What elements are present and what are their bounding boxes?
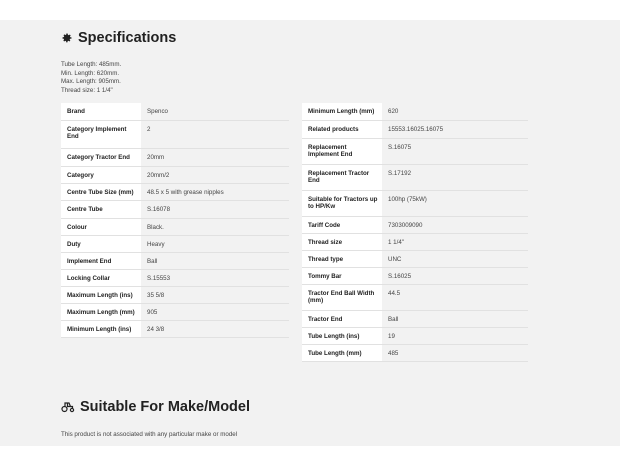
spec-label: Tariff Code (302, 216, 382, 233)
table-row (61, 303, 289, 320)
suitable-title: Suitable For Make/Model (80, 399, 250, 415)
spec-label: Suitable for Tractors up to HP/Kw (302, 190, 382, 216)
spec-value: 44.5 (382, 284, 528, 310)
spec-label: Tube Length (mm) (302, 344, 382, 361)
spec-value: 48.5 x 5 with grease nipples (141, 183, 289, 200)
spec-label: Tube Length (ins) (302, 327, 382, 344)
spec-value: 35 5/8 (141, 286, 289, 303)
spec-value: S.16078 (141, 200, 289, 218)
spec-label: Related products (302, 120, 382, 138)
table-row (61, 148, 289, 166)
spec-label: Replacement Implement End (302, 138, 382, 164)
spec-value: 20mm (141, 148, 289, 166)
spec-value: S.15553 (141, 269, 289, 286)
description-line: Tube Length: 485mm. (61, 61, 122, 68)
spec-label: Tommy Bar (302, 267, 382, 284)
spec-value: 2 (141, 120, 289, 148)
spec-value: 620 (382, 103, 528, 120)
spec-value: S.17192 (382, 164, 528, 190)
spec-label: Locking Collar (61, 269, 141, 286)
spec-value: 24 3/8 (141, 320, 289, 337)
description-line: Max. Length: 905mm. (61, 78, 121, 86)
table-row (61, 320, 289, 337)
suitable-text: This product is not associated with any particular make or model (61, 431, 238, 438)
table-row (302, 103, 528, 120)
table-row (302, 344, 528, 361)
spec-value: 20mm/2 (141, 166, 289, 183)
spec-label: Duty (61, 235, 141, 252)
table-row (302, 267, 528, 284)
table-row (302, 250, 528, 267)
table-row (61, 200, 289, 218)
spec-value: UNC (382, 250, 528, 267)
spec-value: S.16025 (382, 267, 528, 284)
spec-value: 19 (382, 327, 528, 344)
specifications-table-right (302, 103, 528, 362)
table-row (302, 190, 528, 216)
spec-value: 100hp (75kW) (382, 190, 528, 216)
table-row (61, 166, 289, 183)
spec-value: S.16075 (382, 138, 528, 164)
table-row (61, 252, 289, 269)
table-row (61, 235, 289, 252)
spec-value: Ball (141, 252, 289, 269)
spec-value: 1 1/4" (382, 233, 528, 250)
spec-label: Maximum Length (mm) (61, 303, 141, 320)
description-line: Min. Length: 620mm. (61, 69, 120, 77)
spec-label: Colour (61, 218, 141, 235)
spec-label: Centre Tube Size (mm) (61, 183, 141, 200)
spec-label: Category (61, 166, 141, 183)
spec-value: 15553.16025.16075 (382, 120, 528, 138)
spec-value: 905 (141, 303, 289, 320)
table-row (61, 218, 289, 235)
table-row (61, 183, 289, 200)
table-row (302, 164, 528, 190)
spec-label: Minimum Length (mm) (302, 103, 382, 120)
specifications-table-left (61, 103, 289, 338)
spec-label: Thread type (302, 250, 382, 267)
spec-value: Heavy (141, 235, 289, 252)
spec-label: Tractor End Ball Width (mm) (302, 284, 382, 310)
table-row (61, 103, 289, 120)
spec-label: Maximum Length (ins) (61, 286, 141, 303)
spec-label: Thread size (302, 233, 382, 250)
table-row (302, 120, 528, 138)
table-row (61, 286, 289, 303)
table-row (302, 284, 528, 310)
table-row (302, 233, 528, 250)
tractor-icon (61, 401, 75, 413)
spec-label: Replacement Tractor End (302, 164, 382, 190)
spec-value: Spenco (141, 103, 289, 120)
table-row (302, 327, 528, 344)
description-line: Thread size: 1 1/4" (61, 86, 113, 94)
specifications-heading (61, 30, 176, 46)
spec-label: Implement End (61, 252, 141, 269)
spec-label: Category Implement End (61, 120, 141, 148)
table-row (61, 269, 289, 286)
spec-label: Centre Tube (61, 200, 141, 218)
specifications-title: Specifications (78, 30, 177, 46)
spec-label: Minimum Length (ins) (61, 320, 141, 337)
spec-label: Tractor End (302, 310, 382, 327)
spec-value: 485 (382, 344, 528, 361)
spec-value: Black. (141, 218, 289, 235)
gear-icon (61, 32, 73, 44)
spec-value: Ball (382, 310, 528, 327)
suitable-heading (61, 399, 250, 415)
spec-label: Brand (61, 103, 141, 120)
spec-label: Category Tractor End (61, 148, 141, 166)
specifications-description (61, 61, 121, 95)
table-row (61, 120, 289, 148)
table-row (302, 216, 528, 233)
spec-value: 7303009090 (382, 216, 528, 233)
table-row (302, 310, 528, 327)
table-row (302, 138, 528, 164)
